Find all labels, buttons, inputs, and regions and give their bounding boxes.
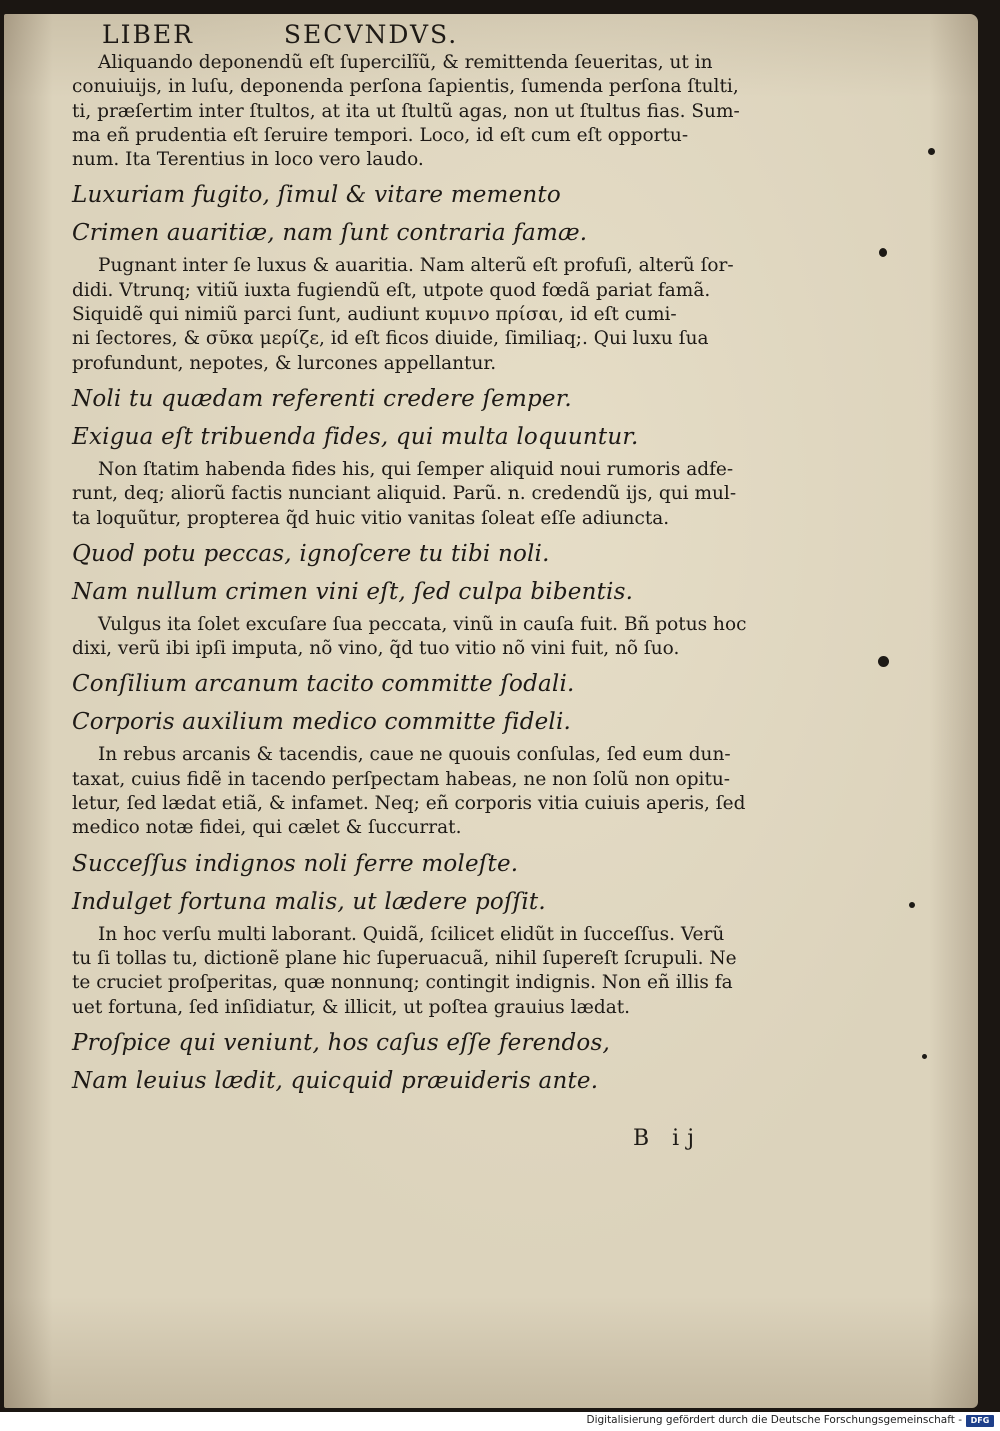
running-head-left: LIBER bbox=[102, 20, 194, 49]
ink-spot bbox=[878, 656, 889, 667]
footer-credit: Digitalisierung gefördert durch die Deutsche Forschungsgemeinschaft - bbox=[586, 1414, 962, 1426]
ink-spot bbox=[928, 148, 935, 155]
commentary-line: letur, ſed lædat etiã, & infamet. Neq; eñ corporis vitia cuiuis aperis, ſed bbox=[72, 793, 746, 815]
verse-line: Noli tu quædam referenti credere ſemper. bbox=[72, 385, 572, 412]
ink-spot bbox=[879, 248, 887, 257]
verse-line: Indulget fortuna malis, ut lædere poſſit. bbox=[72, 888, 546, 915]
dfg-logo: DFG bbox=[966, 1415, 994, 1427]
signature-mark: B ij bbox=[633, 1126, 703, 1151]
commentary-line: ti, præſertim inter ſtultos, at ita ut ſtultũ agas, non ut ſtultus fias. Sum- bbox=[72, 100, 740, 122]
commentary-line: ni ſectores, & σῦκα μερίζε, id eſt ficos diuide, ſimiliaq;. Qui luxu ſua bbox=[72, 328, 709, 350]
commentary-line: profundunt, nepotes, & lurcones appellantur. bbox=[72, 352, 497, 374]
verse-line: Corporis auxilium medico committe fideli. bbox=[72, 709, 572, 736]
commentary-line: runt, deq; aliorũ factis nunciant aliquid. Parũ. n. credendũ ijs, qui mul- bbox=[72, 483, 737, 505]
text-body bbox=[72, 51, 792, 1098]
commentary-paragraph bbox=[72, 613, 792, 662]
commentary-line: didi. Vtrunq; vitiũ iuxta fugiendũ eſt, utpote quod fœdã pariat famã. bbox=[72, 279, 711, 301]
commentary-line: Non ſtatim habenda fides his, qui ſemper aliquid noui rumoris adfe- bbox=[98, 458, 734, 480]
verse-line: Nam leuius lædit, quicquid præuideris ante. bbox=[72, 1067, 599, 1094]
commentary-line: Pugnant inter ſe luxus & auaritia. Nam alterũ eſt profuſi, alterũ ſor- bbox=[98, 255, 734, 277]
commentary-paragraph bbox=[72, 51, 792, 172]
running-head bbox=[72, 20, 792, 49]
commentary-paragraph bbox=[72, 743, 792, 840]
commentary-line: dixi, verũ ibi ipſi imputa, nõ vino, q̃d tuo vitio nõ vini fuit, nõ ſuo. bbox=[72, 638, 680, 660]
ink-spot bbox=[922, 1054, 927, 1059]
verse-line: Succeſſus indignos noli ferre moleſte. bbox=[72, 850, 519, 877]
ink-spot bbox=[909, 902, 915, 908]
commentary-line: In hoc verſu multi laborant. Quidã, ſcilicet elidũt in ſucceſſus. Verũ bbox=[98, 923, 725, 945]
verse-line: Luxuriam fugito, ſimul & vitare memento bbox=[72, 182, 561, 209]
commentary-line: In rebus arcanis & tacendis, caue ne quouis conſulas, ſed eum dun- bbox=[98, 744, 731, 766]
commentary-line: Vulgus ita ſolet excuſare ſua peccata, vinũ in cauſa fuit. Bñ potus hoc bbox=[98, 613, 747, 635]
running-head-right: SECVNDVS. bbox=[283, 20, 459, 49]
verse-line: Crimen auaritiæ, nam ſunt contraria famæ. bbox=[72, 220, 588, 247]
commentary-line: ta loquũtur, propterea q̃d huic vitio vanitas ſoleat eſſe adiuncta. bbox=[72, 507, 670, 529]
verse-line: Proſpice qui veniunt, hos caſus eſſe ferendos, bbox=[72, 1029, 610, 1056]
commentary-line: te cruciet proſperitas, quæ nonnunq; contingit indignis. Non eñ illis fa bbox=[72, 972, 733, 994]
verse-line: Quod potu peccas, ignoſcere tu tibi noli. bbox=[72, 540, 550, 567]
commentary-paragraph bbox=[72, 923, 792, 1020]
commentary-paragraph bbox=[72, 254, 792, 375]
commentary-line: conuiuijs, in luſu, deponenda perſona ſapientis, ſumenda perſona ſtulti, bbox=[72, 76, 739, 98]
page-text bbox=[72, 20, 792, 1098]
footer-bar bbox=[0, 1412, 1000, 1431]
verse-line: Nam nullum crimen vini eſt, ſed culpa bibentis. bbox=[72, 578, 634, 605]
commentary-line: tu ſi tollas tu, dictionẽ plane hic ſuperuacuã, nihil ſupereſt ſcrupuli. Ne bbox=[72, 947, 737, 969]
verse-line: Conſilium arcanum tacito committe ſodali. bbox=[72, 671, 575, 698]
commentary-line: num. Ita Terentius in loco vero laudo. bbox=[72, 149, 424, 171]
commentary-line: taxat, cuius fidẽ in tacendo perſpectam habeas, ne non ſolũ non opitu- bbox=[72, 768, 731, 790]
commentary-line: medico notæ fidei, qui cælet & ſuccurrat. bbox=[72, 817, 462, 839]
commentary-line: Aliquando deponendũ eſt ſupercilĩũ, & remittenda ſeueritas, ut in bbox=[98, 52, 713, 73]
commentary-line: uet fortuna, ſed inſidiatur, & illicit, ut poſtea grauius lædat. bbox=[72, 996, 631, 1018]
commentary-line: ma eñ prudentia eſt ſeruire tempori. Loco, id eſt cum eſt opportu- bbox=[72, 124, 689, 146]
commentary-line: Siquidẽ qui nimiũ parci ſunt, audiunt κυμινο πρίσαι, id eſt cumi- bbox=[72, 304, 677, 326]
commentary-paragraph bbox=[72, 458, 792, 531]
verse-line: Exigua eſt tribuenda fides, qui multa loquuntur. bbox=[72, 423, 639, 450]
